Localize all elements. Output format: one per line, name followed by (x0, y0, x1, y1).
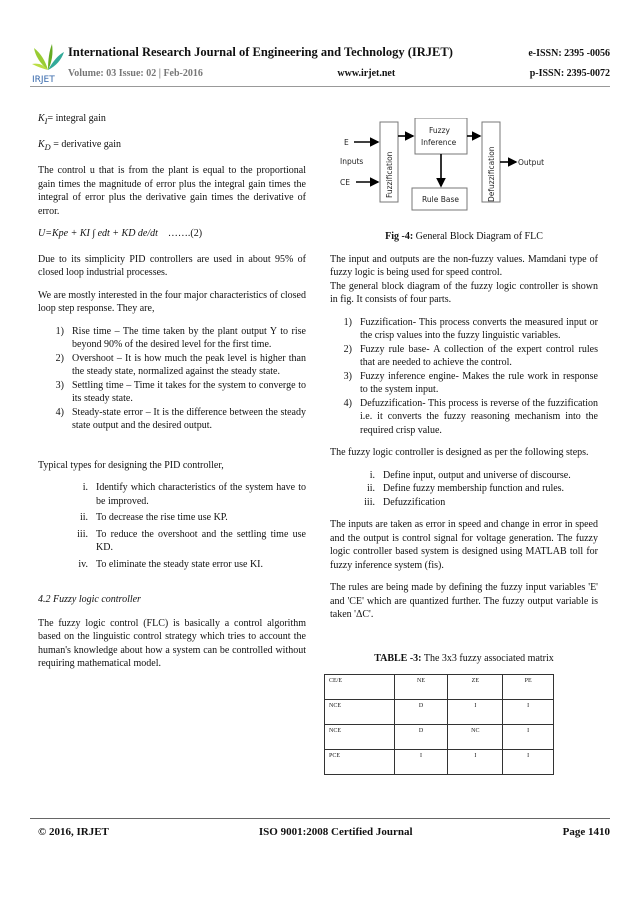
table-row: PCE I I I (325, 750, 554, 775)
paragraph: The control u that is from the plant is equal to the proportional gain times the magnitude of error plus the integral gain times the integral of error plus the derivative gain times the derivative of error. (38, 165, 306, 217)
footer-copyright: © 2016, IRJET (38, 826, 109, 838)
fuzzification-label: Fuzzification (385, 151, 394, 198)
table-row: CE/E NE ZE PE (325, 675, 554, 700)
header-rule (30, 86, 610, 87)
list-item: 4) Defuzzification- This process is reverse of the fuzzification i.e. it converts the fuzzy reasoning mechanism into the required crisp value. (343, 397, 598, 436)
design-steps-list (345, 469, 598, 510)
ki-def: $K_I=$ integral gain (38, 113, 106, 126)
footer (38, 826, 610, 840)
figure-caption: Fig -4: General Block Diagram of FLC (385, 231, 543, 242)
defuzzification-label: Defuzzification (487, 146, 496, 202)
list-item: 1) Rise time – The time taken by the plant output Y to rise beyond 90% of the desired level for the first time. (55, 325, 306, 350)
list-item: 1) Fuzzification- This process converts the measured input or the crisp values into the fuzzy linguistic variables. (343, 316, 598, 341)
table-row: NCE D NC I (325, 725, 554, 750)
left-column (38, 112, 306, 680)
section-heading: 4.2 Fuzzy logic controller (38, 594, 141, 605)
list-item: ii. Define fuzzy membership function and rules. (366, 483, 565, 494)
flc-block-diagram (340, 118, 570, 218)
characteristics-list (38, 325, 306, 433)
paragraph: Typical types for designing the PID controller, (38, 459, 224, 471)
irjet-logo (30, 42, 66, 84)
output-label: Output (518, 158, 545, 167)
list-item: iv. To eliminate the steady state error use KI. (78, 558, 264, 570)
table-row: NCE D I I (325, 700, 554, 725)
list-item: iii. Defuzzification (364, 496, 446, 508)
paragraph: The fuzzy logic controller is designed as per the following steps. (330, 447, 589, 458)
svg-text:IRJET: IRJET (32, 75, 55, 84)
journal-url[interactable]: www.irjet.net (337, 68, 396, 79)
header-row-2 (68, 67, 610, 81)
list-item: i. Define input, output and universe of discourse. (369, 469, 571, 481)
paragraph: We are mostly interested in the four major characteristics of closed loop step response. They are, (38, 289, 306, 314)
list-item: ii. To decrease the rise time use KP. (79, 512, 228, 523)
flc-parts-list (330, 316, 598, 438)
input-e-label: E (344, 138, 349, 147)
inference-label-1: Fuzzy (429, 126, 450, 135)
paragraph: The general block diagram of the fuzzy logic controller is shown in fig. It consists of four parts. (330, 280, 598, 305)
list-item: iii. To reduce the overshoot and the settling time use KD. (77, 528, 306, 553)
list-item: i. Identify which characteristics of the system have to be improved. (82, 482, 306, 507)
fuzzy-matrix-table (324, 674, 554, 775)
kd-def: $K_D$ = derivative gain (38, 138, 122, 152)
input-ce-label: CE (340, 178, 350, 187)
footer-rule (30, 818, 610, 819)
paragraph: Due to its simplicity PID controllers are used in about 95% of closed loop industrial processes. (38, 253, 306, 278)
journal-title: International Research Journal of Engineering and Technology (IRJET) (68, 45, 453, 59)
paragraph: The fuzzy logic control (FLC) is basically a control algorithm based on the linguistic control strategy which tries to account the human's knowledge about how a system can be controlled without requiring mathematical model. (38, 617, 306, 669)
paragraph: The inputs are taken as error in speed and change in error in speed and the output is control signal for voltage generation. The fuzzy logic controller based system is designed using MATLAB toll for fuzzy inference system (fis). (330, 519, 598, 571)
pissn: p-ISSN: 2395-0072 (529, 68, 610, 79)
paragraph: The input and outputs are the non-fuzzy values. Mamdani type of fuzzy logic is being used for speed control. (330, 253, 598, 278)
list-item: 4) Steady-state error – It is the difference between the steady state output and the desired output. (55, 406, 306, 431)
paragraph: The rules are being made by defining the fuzzy input variables 'E' and 'CE' which are quantized further. The fuzzy output variable is taken 'ΔC'. (330, 582, 598, 620)
equation: U=Kpe + KI ∫ edt + KD de/dt …….(2) (38, 228, 203, 239)
eissn: e-ISSN: 2395 -0056 (528, 48, 610, 59)
list-item: 2) Fuzzy rule base- A collection of the expert control rules that are needed to achieve the control. (343, 343, 598, 368)
design-steps-list (48, 481, 306, 571)
rule-base-label: Rule Base (422, 195, 459, 204)
inference-label-2: Inference (421, 138, 457, 147)
list-item: 3) Settling time – Time it takes for the system to converge to its steady state. (55, 379, 306, 404)
page-number: Page 1410 (562, 826, 610, 838)
list-item: 3) Fuzzy inference engine- Makes the rule work in response to the system input. (343, 370, 598, 395)
list-item: 2) Overshoot – It is how much the peak level is higher than the steady state, normalized against the steady state. (55, 352, 306, 377)
header-row-1 (68, 46, 610, 61)
inputs-label: Inputs (340, 157, 364, 166)
footer-iso: ISO 9001:2008 Certified Journal (258, 826, 413, 838)
right-column (330, 112, 598, 775)
table-caption: TABLE -3: The 3x3 fuzzy associated matrix (374, 652, 554, 664)
volume-info: Volume: 03 Issue: 02 | Feb-2016 (68, 68, 203, 79)
